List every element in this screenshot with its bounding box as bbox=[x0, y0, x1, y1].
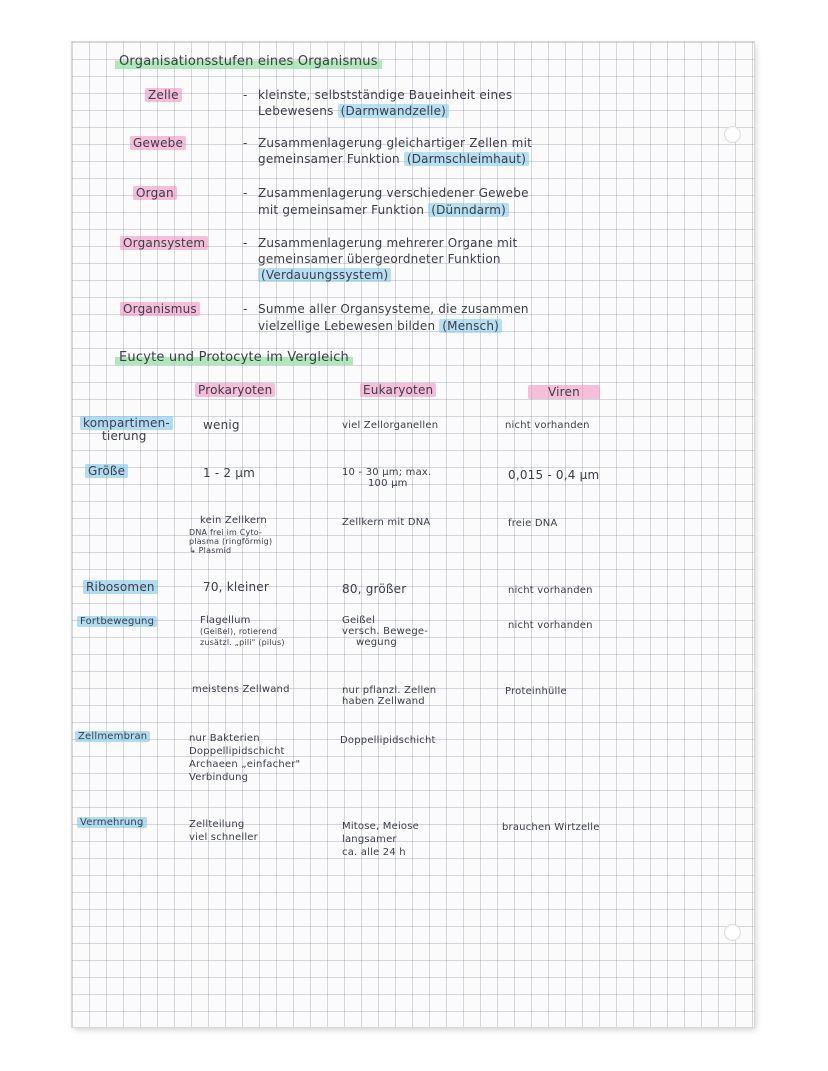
example-gewebe: (Darmschleimhaut) bbox=[404, 152, 529, 166]
dash-organsystem: - bbox=[243, 236, 248, 250]
header-eukaryoten: Eukaryoten bbox=[360, 383, 436, 398]
cell-kompartimentierung-pro: wenig bbox=[203, 418, 240, 432]
cell-vermehrung-vir: brauchen Wirtzelle bbox=[502, 822, 600, 833]
section1-title: Organisationsstufen eines Organismus bbox=[115, 54, 382, 69]
cell-zellwand-pro: meistens Zellwand bbox=[192, 684, 290, 695]
def-organ-2: mit gemeinsamer Funktion (Dünndarm) bbox=[258, 203, 509, 218]
dash-organismus: - bbox=[243, 302, 248, 316]
term-organismus: Organismus bbox=[120, 302, 200, 317]
cell-groesse-pro: 1 - 2 μm bbox=[203, 466, 255, 480]
def-gewebe-1: Zusammenlagerung gleichartiger Zellen mit bbox=[258, 136, 533, 150]
cell-kompartimentierung-vir: nicht vorhanden bbox=[505, 420, 590, 431]
dash-organ: - bbox=[243, 186, 248, 200]
section2-title: Eucyte und Protocyte im Vergleich bbox=[115, 350, 353, 365]
cell-groesse-vir: 0,015 - 0,4 μm bbox=[508, 468, 600, 482]
cell-ribosomen-eu: 80, größer bbox=[342, 582, 407, 596]
cell-zellkern-eu: Zellkern mit DNA bbox=[342, 517, 431, 528]
row-label-kompartimentierung: kompartimen- tierung bbox=[80, 417, 173, 443]
header-viren: Viren bbox=[528, 385, 600, 400]
cell-ribosomen-pro: 70, kleiner bbox=[203, 580, 270, 594]
term-organsystem: Organsystem bbox=[120, 236, 208, 251]
cell-fortbewegung-pro: Flagellum (Geißel), rotierend zusätzl. „pili" (pilus) bbox=[200, 615, 285, 647]
example-organ: (Dünndarm) bbox=[428, 203, 509, 217]
term-organ: Organ bbox=[133, 186, 177, 201]
cell-zellwand-eu: nur pflanzl. Zellen haben Zellwand bbox=[342, 685, 437, 707]
term-zelle: Zelle bbox=[145, 88, 182, 103]
cell-vermehrung-eu: Mitose, Meiose langsamer ca. alle 24 h bbox=[342, 821, 420, 858]
def-organsystem-1: Zusammenlagerung mehrerer Organe mit bbox=[258, 236, 518, 250]
cell-zellkern-pro: kein Zellkern bbox=[200, 515, 267, 526]
row-label-groesse: Größe bbox=[85, 464, 128, 479]
def-gewebe-2: gemeinsamer Funktion (Darmschleimhaut) bbox=[258, 152, 529, 167]
cell-fortbewegung-eu: Geißel versch. Bewege- wegung bbox=[342, 615, 429, 648]
cell-zellmembran-eu: Doppellipidschicht bbox=[340, 735, 436, 746]
def-organsystem-2: gemeinsamer übergeordneter Funktion bbox=[258, 252, 501, 266]
def-organismus-2: vielzellige Lebewesen bilden (Mensch) bbox=[258, 319, 502, 334]
cell-zellwand-vir: Proteinhülle bbox=[505, 686, 567, 697]
punch-hole-top bbox=[724, 126, 741, 143]
example-organismus: (Mensch) bbox=[439, 319, 502, 333]
dash-zelle: - bbox=[243, 88, 248, 102]
cell-zellkern-vir: freie DNA bbox=[508, 518, 558, 529]
row-label-zellmembran: Zellmembran bbox=[75, 731, 150, 742]
dash-gewebe: - bbox=[243, 136, 248, 150]
punch-hole-bottom bbox=[724, 924, 741, 941]
example-organsystem: (Verdauungssystem) bbox=[258, 268, 391, 283]
def-organ-1: Zusammenlagerung verschiedener Gewebe bbox=[258, 186, 529, 200]
cell-zellmembran-pro: nur Bakterien Doppellipidschicht Archaeen „einfacher" Verbindung bbox=[189, 733, 301, 783]
cell-ribosomen-vir: nicht vorhanden bbox=[508, 585, 593, 596]
def-organismus-1: Summe aller Organsysteme, die zusammen bbox=[258, 302, 529, 316]
row-label-ribosomen: Ribosomen bbox=[83, 580, 158, 595]
term-gewebe: Gewebe bbox=[130, 136, 186, 151]
cell-vermehrung-pro: Zellteilung viel schneller bbox=[189, 819, 258, 843]
row-label-vermehrung: Vermehrung bbox=[77, 817, 147, 828]
header-prokaryoten: Prokaryoten bbox=[195, 383, 275, 398]
cell-kompartimentierung-eu: viel Zellorganellen bbox=[342, 420, 439, 431]
row-label-fortbewegung: Fortbewegung bbox=[77, 616, 157, 627]
def-zelle-2: Lebewesens (Darmwandzelle) bbox=[258, 104, 449, 119]
cell-zellkern-pro-detail: DNA frei im Cyto- plasma (ringförmig) ↳ Plasmid bbox=[189, 528, 273, 555]
cell-groesse-eu: 10 - 30 μm; max. 100 μm bbox=[342, 467, 432, 489]
def-zelle-1: kleinste, selbstständige Baueinheit eines bbox=[258, 88, 513, 102]
cell-fortbewegung-vir: nicht vorhanden bbox=[508, 620, 593, 631]
example-zelle: (Darmwandzelle) bbox=[338, 104, 450, 118]
